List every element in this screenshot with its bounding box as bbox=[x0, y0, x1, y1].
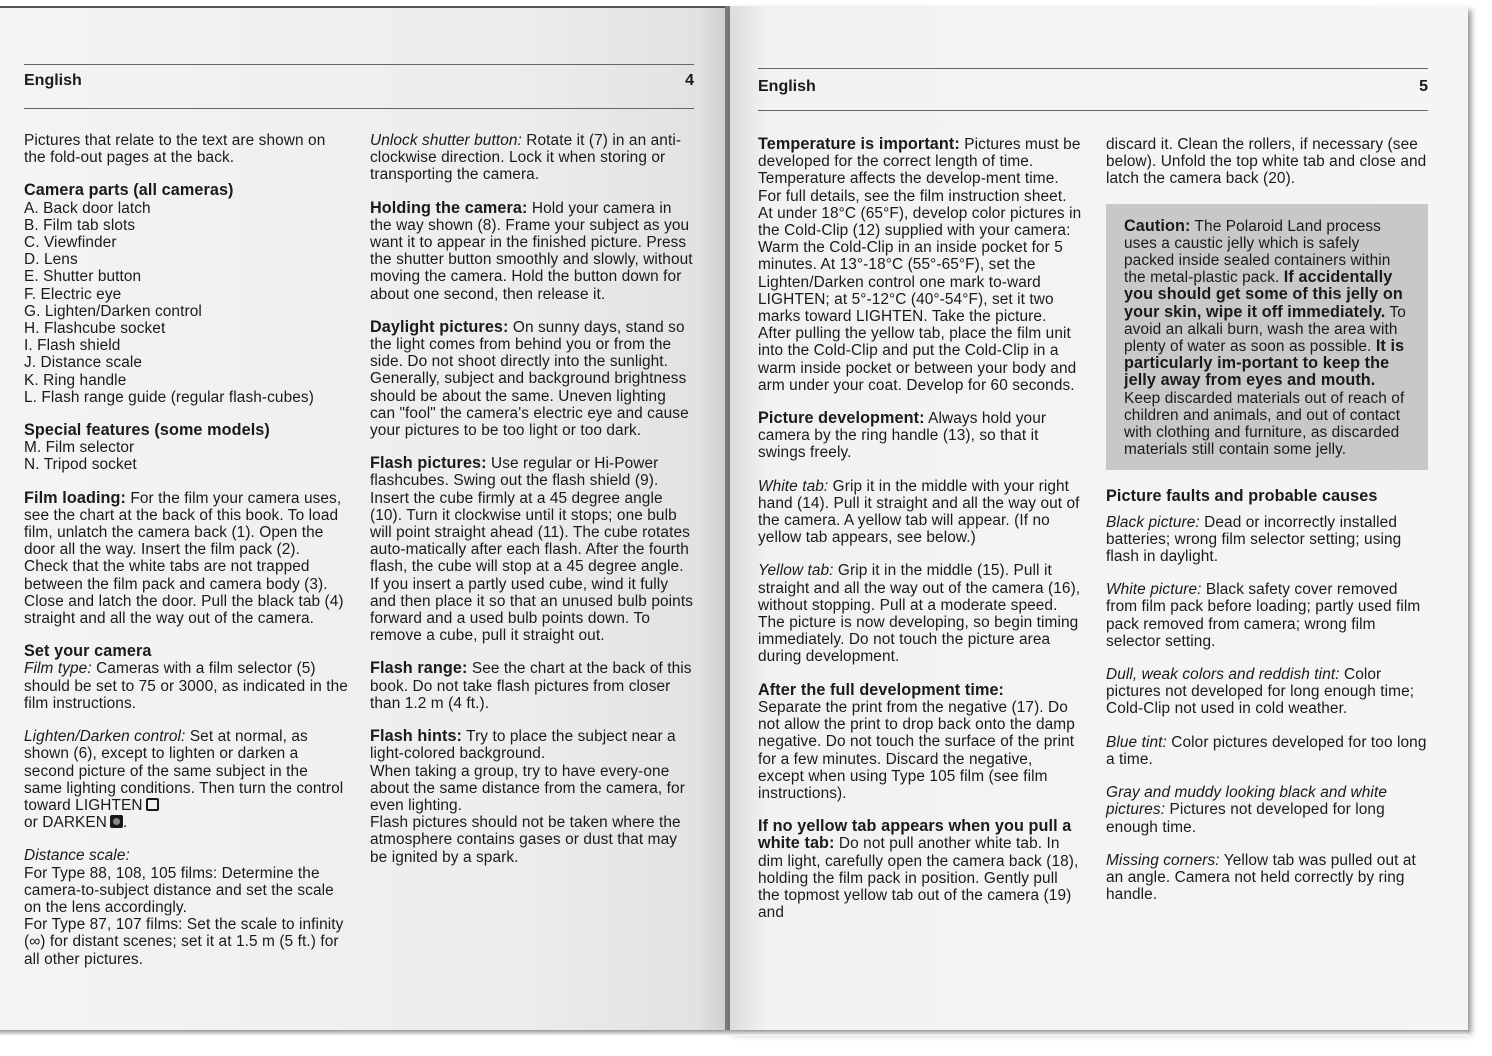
list-item: F. Electric eye bbox=[24, 285, 122, 303]
development-paragraph bbox=[758, 410, 1082, 462]
fault-label: Missing corners: bbox=[1106, 851, 1220, 869]
fault-item bbox=[1106, 734, 1428, 768]
parts-heading: Camera parts (all cameras) bbox=[24, 181, 234, 200]
lighten-label: Lighten/Darken control: bbox=[24, 728, 186, 746]
set-camera-heading: Set your camera bbox=[24, 642, 152, 661]
header-rule bbox=[758, 110, 1428, 111]
development-text: Always hold your camera by the ring handle (13), so that it swings freely. bbox=[758, 410, 1047, 462]
flash-text: Use regular or Hi-Power flashcubes. Swing out the flash shield (9). Insert the cube firmly at a 45 degree angle (10). Turn it clockwise until it stops; one bulb will point straight ahead (11). The cube rotates auto-matically after each flash. After the fourth flash, the cube will stop at a 45 degree angle. If you insert a partly used cube, wind it fully and then place it so that an unused bulb points forward and a used bulb points down. To remove a cube, pull it straight out. bbox=[370, 455, 694, 645]
film-loading-text: For the film your camera uses, see the chart at the back of this book. To load film, unlatch the camera back (1). Open the door all the way. Insert the film pack (2). Check that the white tabs are not trapped between the film pack and camera body (3). Close and latch the door. Pull the black tab (4) straight and all the way out of the camera. bbox=[24, 489, 344, 628]
caution-text-1: The Polaroid Land process uses a caustic jelly which is safely packed inside sealed containers within the metal-plastic pack. bbox=[1124, 217, 1391, 287]
white-tab-paragraph bbox=[758, 478, 1082, 547]
top-rule bbox=[24, 64, 694, 65]
holding-paragraph bbox=[370, 200, 694, 303]
fault-text: Yellow tab was pulled out at an angle. Camera not held correctly by ring handle. bbox=[1106, 851, 1416, 904]
page-header bbox=[758, 78, 1428, 100]
yellow-tab-paragraph bbox=[758, 562, 1082, 665]
parts-list bbox=[24, 200, 348, 406]
page-number: 5 bbox=[1419, 78, 1428, 95]
list-item: K. Ring handle bbox=[24, 371, 127, 389]
lighten-square-icon bbox=[146, 798, 159, 811]
list-item: B. Film tab slots bbox=[24, 216, 136, 234]
page-shadow bbox=[0, 1030, 1470, 1036]
header-rule bbox=[24, 108, 694, 109]
temperature-paragraph bbox=[758, 136, 1082, 394]
header-language: English bbox=[24, 72, 82, 89]
daylight-text: On sunny days, stand so the light comes from behind you or from the side. Do not shoot directly into the sunlight. Generally, subject and background brightness should be about the same. Uneven lighting can "fool" the camera's electric eye and cause your pictures to be too light or too dark. bbox=[370, 318, 689, 440]
left-column-1 bbox=[24, 132, 348, 968]
fault-item bbox=[1106, 581, 1428, 650]
after-development-text: Separate the print from the negative (17). Do not allow the print to drop back onto the damp negative. Do not touch the surface of the print for a few minutes. Discard the negative, except when using Type 105 film (see film instructions). bbox=[758, 698, 1075, 802]
list-item: H. Flashcube socket bbox=[24, 320, 166, 338]
daylight-paragraph bbox=[370, 319, 694, 439]
fault-text: Color pictures developed for too long a time. bbox=[1106, 733, 1427, 768]
unlock-label: Unlock shutter button: bbox=[370, 132, 522, 149]
list-item: E. Shutter button bbox=[24, 268, 142, 286]
no-yellow-text: Do not pull another white tab. In dim light, carefully open the camera back (18), holding the film pack in position. Gently pull the topmost yellow tab out of the camera (19) and bbox=[758, 835, 1079, 922]
intro-text: Pictures that relate to the text are shown on the fold-out pages at the back. bbox=[24, 132, 326, 167]
no-yellow-heading: If no yellow tab appears when you pull a white tab: bbox=[758, 817, 1072, 853]
unlock-text: Rotate it (7) in an anti-clockwise direction. Lock it when storing or transporting the camera. bbox=[370, 132, 682, 184]
list-item: J. Distance scale bbox=[24, 354, 143, 372]
header-language: English bbox=[758, 78, 816, 95]
yellow-tab-text: Grip it in the middle (15). Pull it straight and all the way out of the camera (16), without stopping. Pull at a moderate speed. The picture is now developing, so begin timing immediately. Do not touch the picture area during development. bbox=[758, 562, 1081, 666]
temperature-heading: Temperature is important: bbox=[758, 135, 960, 153]
hints-text-3: Flash pictures should not be taken where the atmosphere contains gases or dust that may be ignited by a spark. bbox=[370, 814, 681, 866]
fault-item bbox=[1106, 666, 1428, 718]
continued-paragraph: discard it. Clean the rollers, if necessary (see below). Unfold the top white tab and close and latch the camera back (20). bbox=[1106, 136, 1427, 188]
temperature-text: Pictures must be developed for the correct length of time. Temperature affects the develop-ment time. For full details, see the film instruction sheet. At under 18°C (65°F), develop color pictures in the Cold-Clip (12) supplied with your camera: Warm the Cold-Clip in an inside pocket for 5 minutes. At 13°-18°C (55°-65°F), set the Lighten/Darken control one mark to-ward LIGHTEN; at 5°-12°C (40°-54°F), set it two marks toward LIGHTEN. Take the picture. After pulling the yellow tab, place the film unit into the Cold-Clip and put the Cold-Clip in a warm inside pocket or between your body and arm under your coat. Develop for 60 seconds. bbox=[758, 136, 1082, 394]
fault-text: Pictures not developed for long enough time. bbox=[1106, 801, 1385, 836]
fault-item bbox=[1106, 514, 1428, 566]
fault-text: Black safety cover removed from film pack before loading; partly used film pack removed from camera; wrong film selector setting. bbox=[1106, 581, 1421, 650]
caution-box bbox=[1106, 204, 1428, 471]
white-tab-text: Grip it in the middle with your right hand (14). Pull it straight and all the way out of the camera. A yellow tab will appear. (If no yellow tab appears, see below.) bbox=[758, 477, 1080, 547]
lighten-paragraph: Lighten/Darken control: Set at normal, as shown (6), except to lighten or darken a second picture of the same subject in the same lighting conditions. Then turn the control toward LIGHTEN or DARKEN . bbox=[24, 728, 344, 832]
holding-text: Hold your camera in the way shown (8). Frame your subject as you want it to appear in the finished picture. Press the shutter button smoothly and slowly, without moving the camera. Hold the button down for about one second, then release it. bbox=[370, 199, 693, 303]
caution-warning-2: It is particularly im-portant to keep the jelly away from eyes and mouth. bbox=[1124, 337, 1405, 390]
list-item: M. Film selector bbox=[24, 439, 135, 457]
right-page bbox=[730, 6, 1468, 1030]
lighten-text: Set at normal, as shown (6), except to lighten or darken a second picture of the same subject in the same lighting conditions. Then turn the control toward LIGHTEN bbox=[24, 728, 344, 814]
distance-paragraph bbox=[24, 847, 348, 967]
hints-paragraph bbox=[370, 728, 694, 866]
holding-heading: Holding the camera: bbox=[370, 198, 528, 217]
list-item: I. Flash shield bbox=[24, 337, 121, 355]
list-item: L. Flash range guide (regular flash-cubes) bbox=[24, 388, 314, 406]
list-item: G. Lighten/Darken control bbox=[24, 302, 202, 320]
list-item: D. Lens bbox=[24, 251, 78, 269]
special-list bbox=[24, 439, 348, 473]
flash-paragraph bbox=[370, 455, 694, 644]
darken-square-icon bbox=[110, 815, 123, 828]
lighten-or-text: or DARKEN bbox=[24, 814, 108, 832]
top-rule bbox=[758, 68, 1428, 69]
fault-item bbox=[1106, 852, 1428, 904]
fault-label: Black picture: bbox=[1106, 513, 1200, 531]
film-loading-heading: Film loading: bbox=[24, 488, 127, 507]
list-item: N. Tripod socket bbox=[24, 456, 137, 474]
after-development-heading: After the full development time: bbox=[758, 680, 1005, 699]
caution-label: Caution: bbox=[1124, 216, 1191, 235]
caution-text-2: To avoid an alkali burn, wash the area with plenty of water as soon as possible. bbox=[1124, 303, 1406, 356]
distance-text-1: For Type 88, 108, 105 films: Determine the camera-to-subject distance and set the scale on the lens accordingly. bbox=[24, 864, 334, 916]
right-column-2 bbox=[1106, 136, 1428, 919]
fault-label: Gray and muddy looking black and white pictures: bbox=[1106, 784, 1387, 819]
left-page bbox=[0, 6, 726, 1030]
fault-item bbox=[1106, 784, 1428, 836]
left-column-2 bbox=[370, 132, 694, 866]
daylight-heading: Daylight pictures: bbox=[370, 317, 509, 336]
special-heading: Special features (some models) bbox=[24, 421, 270, 440]
fault-label: White picture: bbox=[1106, 581, 1202, 599]
distance-text-2: For Type 87, 107 films: Set the scale to infinity (∞) for distant scenes; set it at 1.5 m (5 ft.) for all other pictures. bbox=[24, 916, 344, 968]
hints-text-1: Try to place the subject near a light-colored background. bbox=[370, 728, 676, 763]
development-heading: Picture development: bbox=[758, 409, 925, 428]
list-item: A. Back door latch bbox=[24, 199, 151, 217]
yellow-tab-label: Yellow tab: bbox=[758, 562, 834, 580]
film-type-label: Film type: bbox=[24, 660, 92, 678]
film-type-paragraph bbox=[24, 660, 348, 712]
faults-heading: Picture faults and probable causes bbox=[1106, 487, 1378, 506]
page-number: 4 bbox=[685, 72, 694, 89]
unlock-paragraph bbox=[370, 132, 694, 184]
page-header bbox=[24, 72, 694, 94]
range-paragraph bbox=[370, 660, 694, 712]
range-text: See the chart at the back of this book. Do not take flash pictures from closer than 1.2 m (4 ft.). bbox=[370, 660, 692, 712]
fault-text: Dead or incorrectly installed batteries; wrong film selector setting; using flash in daylight. bbox=[1106, 513, 1402, 566]
film-loading-paragraph bbox=[24, 490, 348, 628]
white-tab-label: White tab: bbox=[758, 477, 829, 495]
hints-text-2: When taking a group, try to have every-one about the same distance from the camera, for even lighting. bbox=[370, 762, 685, 814]
fault-text: Color pictures not developed for long enough time; Cold-Clip not used in cold weather. bbox=[1106, 666, 1415, 718]
film-type-text: Cameras with a film selector (5) should be set to 75 or 3000, as indicated in the film instructions. bbox=[24, 660, 348, 712]
hints-heading: Flash hints: bbox=[370, 727, 463, 746]
list-item: C. Viewfinder bbox=[24, 234, 117, 252]
flash-heading: Flash pictures: bbox=[370, 454, 487, 473]
range-heading: Flash range: bbox=[370, 659, 468, 678]
fault-label: Blue tint: bbox=[1106, 733, 1167, 751]
caution-text bbox=[1124, 218, 1412, 459]
distance-label: Distance scale: bbox=[24, 847, 130, 865]
caution-warning-1: If accidentally you should get some of this jelly on your skin, wipe it off immediately. bbox=[1124, 268, 1403, 321]
right-column-1 bbox=[758, 136, 1082, 937]
after-development-paragraph bbox=[758, 682, 1082, 802]
no-yellow-paragraph bbox=[758, 818, 1082, 921]
fault-label: Dull, weak colors and reddish tint: bbox=[1106, 666, 1340, 684]
caution-text-3: Keep discarded materials out of reach of children and animals, and out of contact with clothing and furniture, as discarded materials still contain some jelly. bbox=[1124, 389, 1405, 459]
